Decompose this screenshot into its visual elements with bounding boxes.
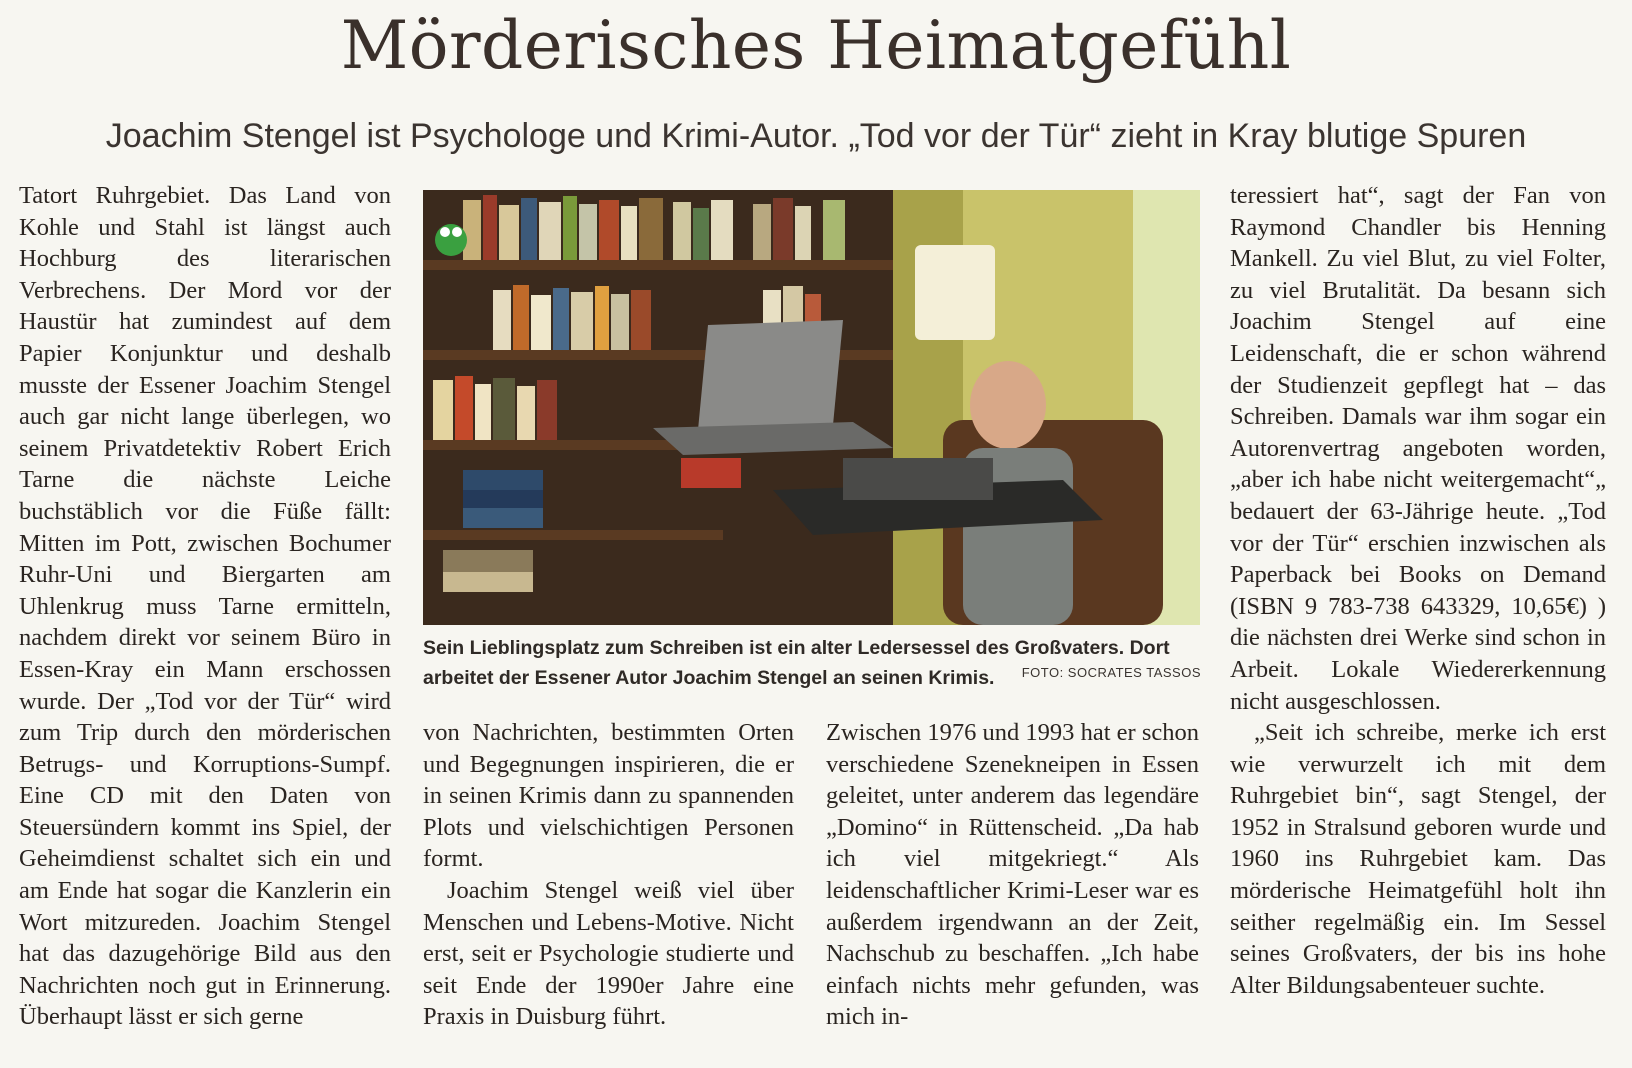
article-column-1: [19, 180, 391, 1033]
headline: Mörderisches Heimatgefühl: [340, 7, 1292, 84]
photo-illustration: [423, 190, 1200, 625]
article-column-4: [1230, 180, 1606, 1001]
article-paragraph: Zwischen 1976 und 1993 hat er schon verschiedene Szenekneipen in Essen geleitet, unter anderem das legendäre „Domino“ in Rüttenscheid. „Da hab ich viel mitgekriegt.“ Als leidenschaftlicher Krimi-Leser war es außerdem irgendwann an der Zeit, Nachschub zu beschaffen. „Ich habe einfach nichts mehr gefunden, was mich in-: [826, 719, 1199, 1031]
article-paragraph: Tatort Ruhrgebiet. Das Land von Kohle und Stahl ist längst auch Hochburg des literarischen Verbrechens. Der Mord vor der Haustür hat zumindest auf dem Papier Konjunktur und deshalb musste der Essener Joachim Stengel auch gar nicht lange überlegen, wo seinem Privatdetektiv Robert Erich Tarne die nächste Leiche buchstäblich vor die Füße fällt: Mitten im Pott, zwischen Bochumer Ruhr-Uni und Biergarten am Uhlenkrug muss Tarne ermitteln, nachdem direkt vor seinem Büro in Essen-Kray ein Mann erschossen wurde. Der „Tod vor der Tür“ wird zum Trip durch den mörderischen Betrugs- und Korruptions-Sumpf. Eine CD mit den Daten von Steuersündern kommt ins Spiel, der Geheimdienst schaltet sich ein und am Ende hat sogar die Kanzlerin ein Wort mitzureden. Joachim Stengel hat das dazugehörige Bild aus den Nachrichten noch gut in Erinnerung. Überhaupt lässt er sich gerne: [19, 182, 391, 1031]
article-paragraph: Joachim Stengel weiß viel über Menschen und Lebens-Motive. Nicht erst, seit er Psychologie studierte und seit Ende der 1990er Jahre eine Praxis in Duisburg führt.: [423, 876, 794, 1031]
article-paragraph: von Nachrichten, bestimmten Orten und Begegnungen inspirieren, die er in seinen Krimis dann zu spannenden Plots und vielschichtigen Personen formt.: [423, 719, 794, 873]
article-paragraph: teressiert hat“, sagt der Fan von Raymond Chandler bis Henning Mankell. Zu viel Blut, zu viel Folter, zu viel Brutalität. Da besann sich Joachim Stengel auf eine Leidenschaft, die er schon während der Studienzeit gepflegt hat – das Schreiben. Damals war ihm sogar ein Autorenvertrag angeboten worden, „aber ich habe nicht weitergemacht“„ bedauert der 63-Jährige heute. „Tod vor der Tür“ erschien inzwischen als Paperback bei Books on Demand (ISBN 9 783-738 643329, 10,65€) ) die nächsten drei Werke sind schon in Arbeit. Lokale Wiedererkennung nicht ausgeschlossen.: [1230, 182, 1606, 715]
article-column-3: [826, 717, 1199, 1033]
author-photo: [423, 190, 1200, 625]
photo-credit: FOTO: SOCRATES TASSOS: [1021, 665, 1201, 680]
photo-caption: Sein Lieblingsplatz zum Schreiben ist ein alter Ledersessel des Großvaters. Dort arbeitet der Essener Autor Joachim Stengel an seinen Krimis.: [423, 637, 1170, 689]
article-column-2: [423, 717, 794, 1033]
subheadline: Joachim Stengel ist Psychologe und Krimi-Autor. „Tod vor der Tür“ zieht in Kray blutige Spuren: [105, 117, 1527, 155]
article-paragraph: „Seit ich schreibe, merke ich erst wie verwurzelt ich mit dem Ruhrgebiet bin“, sagt Stengel, der 1952 in Stralsund geboren wurde und 1960 ins Ruhrgebiet kam. Das mörderische Heimatgefühl holt ihn seither regelmäßig ein. Im Sessel seines Großvaters, der bis ins hohe Alter Bildungsabenteuer suchte.: [1230, 719, 1606, 999]
